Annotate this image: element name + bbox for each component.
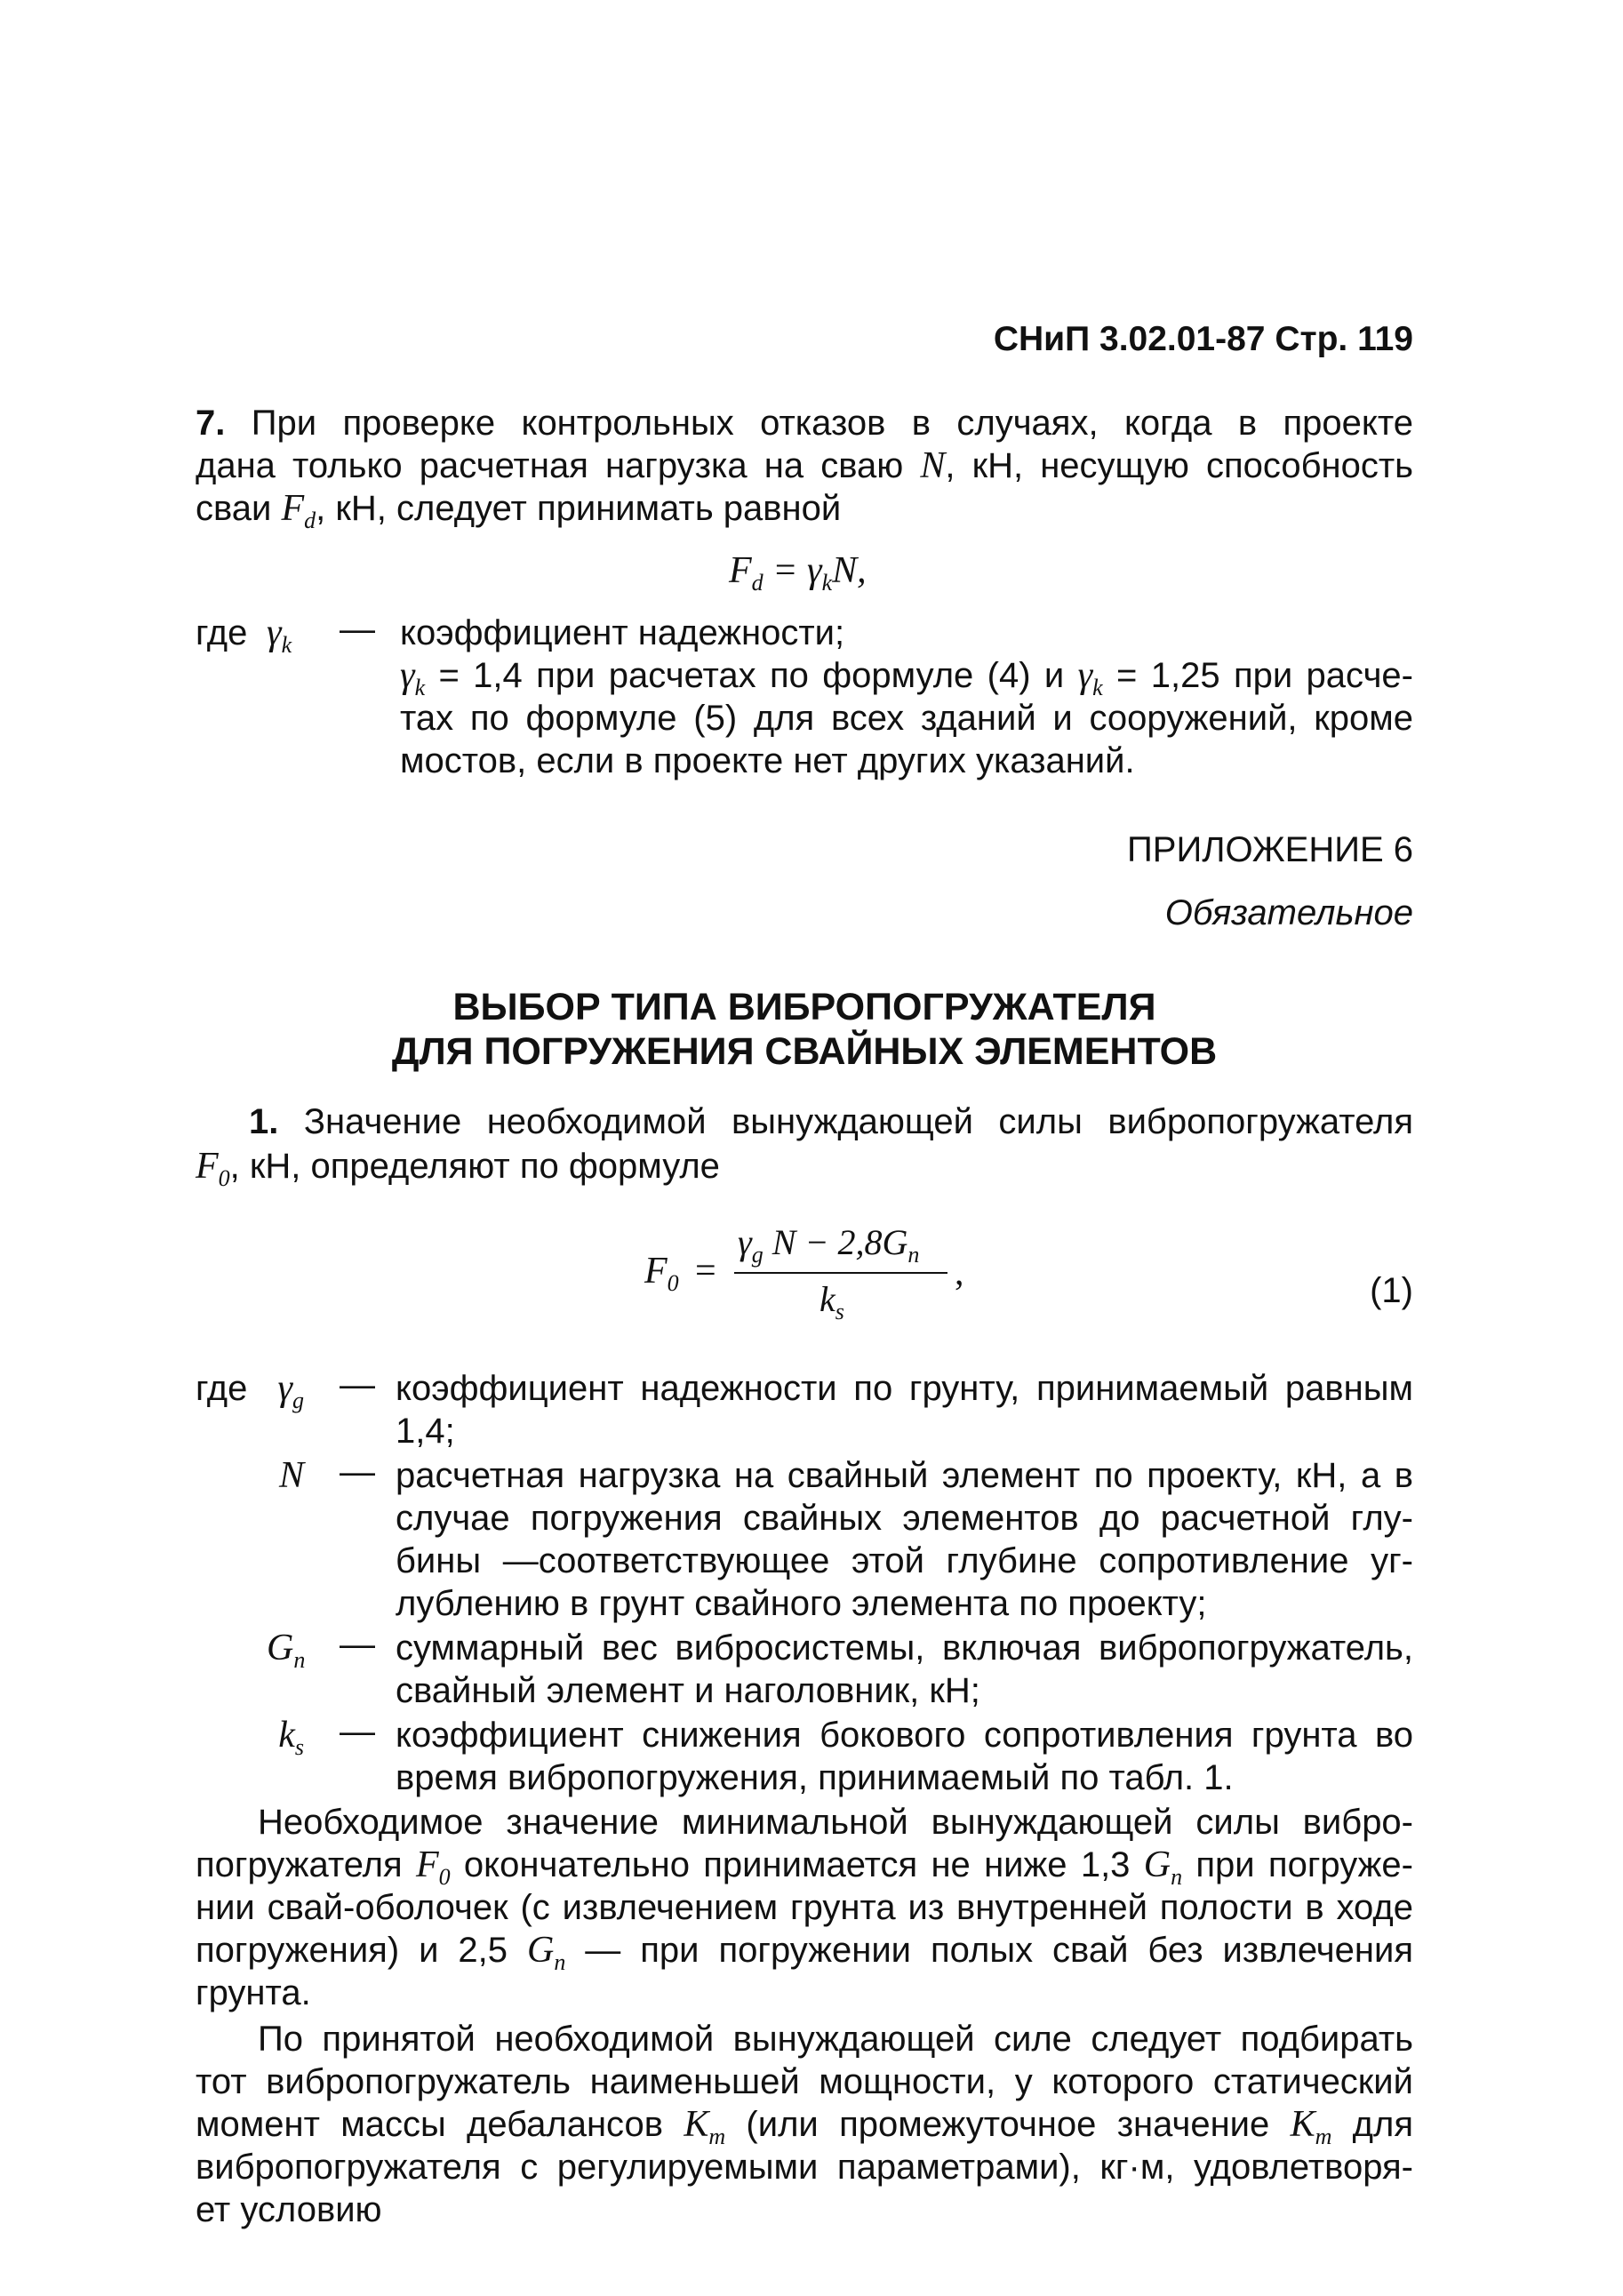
- formula2-denominator: [819, 1278, 844, 1325]
- page-header: СНиП 3.02.01-87 Стр. 119: [993, 320, 1413, 358]
- p2-F-sub: 0: [438, 1864, 451, 1890]
- where2-item2-line1: суммарный вес вибросистемы, включая вибропогружатель,: [396, 1628, 1413, 1668]
- where2-gde: где: [196, 1369, 248, 1408]
- symbol-G: G: [267, 1628, 294, 1668]
- p1-line1: [196, 1100, 1413, 1143]
- p3-K-sub: m: [708, 2124, 726, 2149]
- where1-line3: тах по формуле (5) для всех зданий и сооружений, кроме: [400, 699, 1413, 738]
- p3-K2: K: [1290, 2104, 1315, 2145]
- formula2-F-sub: 0: [667, 1270, 679, 1296]
- symbol-N-where: N: [278, 1455, 304, 1496]
- p2-F: F: [415, 1844, 439, 1885]
- p3-text3c: для: [1331, 2105, 1414, 2144]
- p1-number: 1.: [249, 1102, 279, 1141]
- p3-text3b: (или промежуточное значение: [725, 2105, 1291, 2144]
- p7-number: 7.: [196, 404, 226, 443]
- symbol-F0-sub: 0: [218, 1165, 230, 1191]
- symbol-F: F: [281, 488, 305, 529]
- where1-dash: —: [340, 610, 375, 649]
- symbol-N: N: [920, 445, 946, 486]
- p2-line4: [196, 1929, 1413, 1984]
- where2-item0-line1: коэффициент надежности по грунту, принимаемый равным: [396, 1369, 1413, 1408]
- formula-fd-k: k: [821, 570, 833, 596]
- formula2-k-sub: s: [835, 1299, 844, 1324]
- where1-symbol: [267, 612, 311, 659]
- where2-item-ks-symbol: [267, 1714, 304, 1761]
- p2-text4b: — при погружении полых свай без извлечения: [565, 1931, 1413, 1970]
- p7-text2b: , кН, несущую способность: [945, 446, 1413, 485]
- appendix-status: Обязательное: [1164, 893, 1413, 932]
- where2-item1-dash: —: [340, 1452, 375, 1492]
- p3-K: K: [684, 2104, 709, 2145]
- p7-line2: [196, 444, 1413, 487]
- formula2-lhs: [644, 1250, 679, 1297]
- where2-item2-dash: —: [340, 1625, 375, 1664]
- p7-text3b: , кН, следует принимать равной: [316, 489, 842, 528]
- formula2-F: F: [644, 1251, 668, 1292]
- gamma-k-1-sub: k: [414, 675, 426, 700]
- formula2-numerator-text: N − 2,8G: [772, 1222, 908, 1262]
- appendix-label: ПРИЛОЖЕНИЕ 6: [1127, 830, 1413, 869]
- p3-line1: По принятой необходимой вынуждающей силе следует подбирать: [258, 2020, 1413, 2059]
- p3-text3a: момент массы дебалансов: [196, 2105, 684, 2144]
- where1-gamma-sub: k: [281, 632, 292, 658]
- where2-item3-line1: коэффициент снижения бокового сопротивления грунта во: [396, 1716, 1413, 1755]
- p2-G-sub: n: [1171, 1864, 1183, 1890]
- formula2-fraction-bar: [734, 1272, 947, 1274]
- p7-text2a: дана только расчетная нагрузка на сваю: [196, 446, 904, 485]
- where2-item-Gn-symbol: [267, 1627, 304, 1674]
- where2-item1-line4: лублению в грунт свайного элемента по проекту;: [396, 1584, 1207, 1623]
- formula2-numerator: [738, 1221, 919, 1268]
- gamma-k-2: γ: [1077, 655, 1093, 696]
- formula-fd: [729, 549, 867, 596]
- formula2-comma: ,: [955, 1252, 964, 1293]
- where2-item1-line3: бины —соответствующее этой глубине сопротивление уг-: [396, 1541, 1413, 1580]
- p2-line3: нии свай-оболочек (с извлечением грунта из внутренней полости в ходе: [196, 1888, 1413, 1927]
- p3-line2: тот вибропогружатель наименьшей мощности, у которого статический: [196, 2062, 1413, 2101]
- gamma-g-icon: γ: [277, 1368, 292, 1409]
- p7-line1: [196, 402, 1413, 444]
- where2-item1-line2: случае погружения свайных элементов до расчетной глу-: [396, 1499, 1413, 1538]
- symbol-G-sub: n: [293, 1647, 306, 1673]
- where1-gamma: γ: [267, 612, 282, 653]
- symbol-F0: F: [196, 1146, 219, 1187]
- p7-line3: [196, 487, 841, 542]
- formula2-numerator-sub: n: [907, 1242, 920, 1268]
- section-title-line2: ДЛЯ ПОГРУЖЕНИЯ СВАЙНЫХ ЭЛЕМЕНТОВ: [391, 1030, 1218, 1073]
- where2-item0-dash: —: [340, 1365, 375, 1404]
- formula2-gamma-sub: g: [751, 1242, 764, 1268]
- formula2-k: k: [819, 1279, 835, 1319]
- where2-item1-line1: расчетная нагрузка на свайный элемент по проекту, кН, а в: [396, 1456, 1413, 1495]
- formula-fd-lhs: F: [729, 550, 752, 591]
- p3-line5: ет условию: [196, 2190, 382, 2229]
- p1-line2: [196, 1145, 720, 1200]
- p2-G2: G: [527, 1930, 555, 1971]
- where1-line1: коэффициент надежности;: [400, 613, 845, 652]
- symbol-sub-d: d: [304, 508, 316, 533]
- gamma-k-2-sub: k: [1092, 675, 1103, 700]
- p2-text2a: погружателя: [196, 1845, 416, 1884]
- where2-item0-line2: 1,4;: [396, 1412, 455, 1451]
- where2-item3-dash: —: [340, 1712, 375, 1751]
- p2-G: G: [1143, 1844, 1171, 1885]
- p7-text3a: сваи: [196, 489, 272, 528]
- p1-text2b: , кН, определяют по формуле: [229, 1147, 720, 1186]
- p3-line4: вибропогружателя с регулируемыми параметрами), кг·м, удовлетворя-: [196, 2148, 1413, 2187]
- formula2-gamma: γ: [738, 1222, 752, 1262]
- section-title-line1: ВЫБОР ТИПА ВИБРОПОГРУЖАТЕЛЯ: [452, 986, 1156, 1028]
- formula2-equals: =: [695, 1251, 716, 1292]
- symbol-k-sub: s: [294, 1734, 304, 1760]
- symbol-k: k: [278, 1715, 295, 1756]
- p2-G2-sub: n: [554, 1949, 566, 1975]
- p2-text2c: при погруже-: [1182, 1845, 1413, 1884]
- where1-line4: мостов, если в проекте нет других указаний.: [400, 741, 1135, 780]
- p2-text2b: окончательно принимается не ниже 1,3: [450, 1845, 1144, 1884]
- p2-line1: Необходимое значение минимальной вынуждающей силы вибро-: [258, 1803, 1413, 1842]
- where2-item3-line2: время вибропогружения, принимаемый по табл. 1.: [396, 1758, 1234, 1797]
- formula2-number: (1): [1370, 1271, 1413, 1310]
- p2-line5: грунта.: [196, 1973, 311, 2012]
- formula-fd-eq: = γ: [763, 550, 822, 591]
- where1-gde: где: [196, 613, 248, 652]
- p1-text1: Значение необходимой вынуждающей силы вибропогружателя: [303, 1102, 1413, 1141]
- gamma-g-sub: g: [292, 1388, 304, 1413]
- where2-item-N-symbol: [267, 1454, 304, 1497]
- p2-text4a: погружения) и 2,5: [196, 1931, 527, 1970]
- formula-fd-lhs-sub: d: [751, 570, 764, 596]
- where2-item-gamma-g-symbol: [267, 1367, 304, 1414]
- formula-fd-rhs: N,: [832, 550, 867, 591]
- p7-text1: При проверке контрольных отказов в случаях, когда в проекте: [251, 404, 1413, 443]
- where1-line2b: = 1,4 при расчетах по формуле (4) и: [425, 656, 1078, 695]
- gamma-k-1: γ: [400, 655, 415, 696]
- where2-item2-line2: свайный элемент и наголовник, кН;: [396, 1671, 980, 1710]
- where1-line2d: = 1,25 при расче-: [1102, 656, 1413, 695]
- p3-K2-sub: m: [1315, 2124, 1332, 2149]
